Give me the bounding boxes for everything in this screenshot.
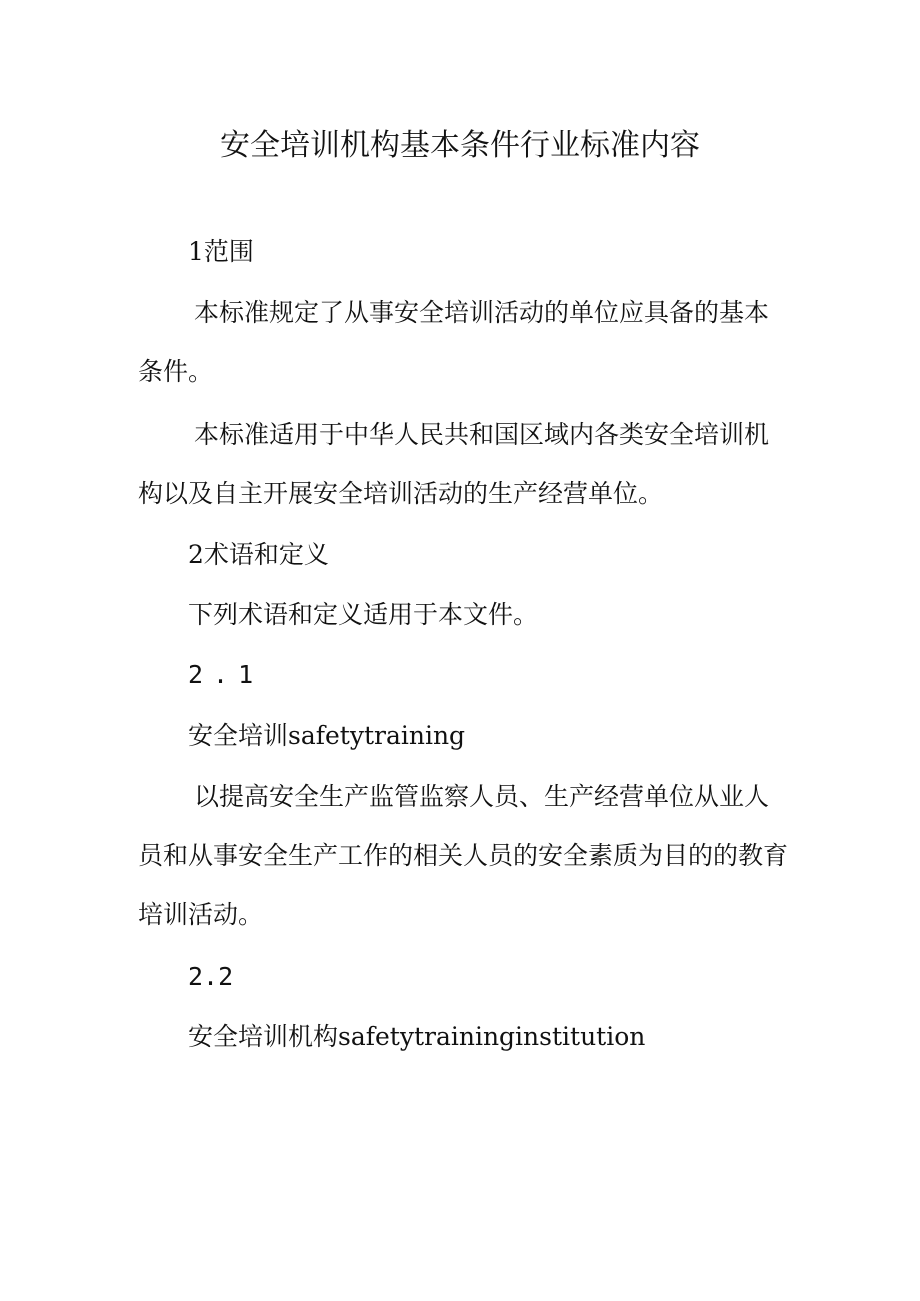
clause-2-2-term: 安全培训机构safetytraininginstitution: [188, 1022, 646, 1051]
document-title: 安全培训机构基本条件行业标准内容: [220, 128, 700, 163]
section-2-heading: 2术语和定义: [188, 540, 329, 569]
section-1-paragraph-applicability: 本标准适用于中华人民共和国区域内各类安全培训机构以及自主开展安全培训活动的生产经营单位。: [138, 420, 770, 508]
clause-2-1-definition: 以提高安全生产监管监察人员、生产经营单位从业人员和从事安全生产工作的相关人员的安全素质为目的的教育培训活动。: [138, 782, 789, 929]
section-1-heading: 1范围: [188, 237, 254, 266]
section-1-paragraph-scope: 本标准规定了从事安全培训活动的单位应具备的基本条件。: [138, 298, 770, 386]
clause-2-2-number: 2.2: [188, 962, 234, 991]
clause-2-1-term-text: 安全培训safetytraining: [188, 721, 466, 750]
clause-2-1-number: 2.1: [188, 660, 264, 689]
clause-2-1-term: [138, 706, 788, 765]
section-2-intro: 下列术语和定义适用于本文件。: [188, 600, 539, 629]
